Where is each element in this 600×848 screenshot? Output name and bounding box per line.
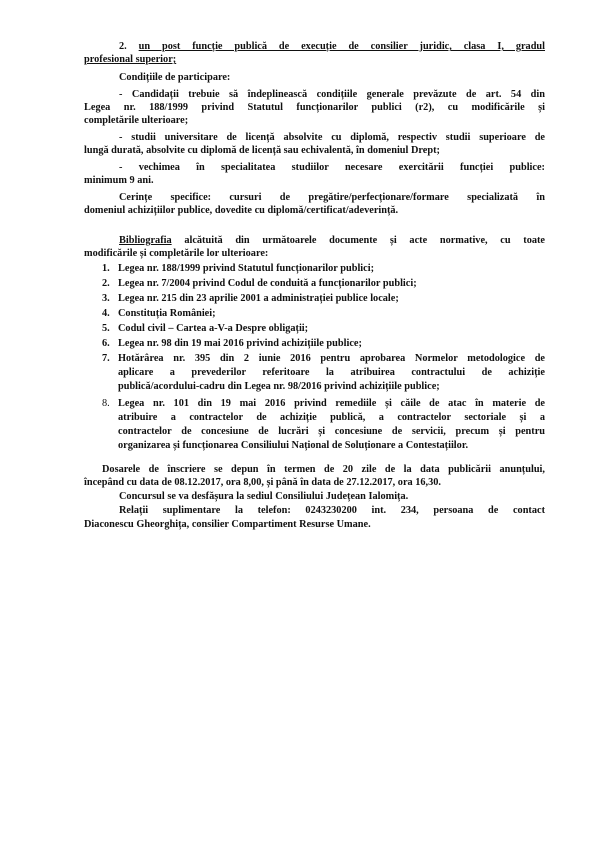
bib-item-text: Legea nr. 7/2004 privind Codul de conduită a funcționarilor publici; xyxy=(118,278,417,289)
specific-requirements-line-2: domeniul achizițiilor publice, dovedite cu diplomă/certificat/adeverință. xyxy=(84,205,399,216)
contact-line-2: Diaconescu Gheorghița, consilier Compartiment Resurse Umane. xyxy=(84,519,371,530)
bibliography-intro-line-2: modificările și completările lor ulterioare: xyxy=(84,248,269,259)
bib-item-2 xyxy=(102,278,417,290)
bib-item-7 xyxy=(102,353,118,365)
bib-item-1 xyxy=(102,263,374,275)
bib-item-8-line-2: atribuire a contractelor de achiziție publică, a contractelor sectoriale și a xyxy=(118,412,545,423)
condition-general-line-1: - Candidații trebuie să îndeplinească condițiile generale prevăzute de art. 54 din xyxy=(119,89,545,100)
bib-item-8-line-3: contractelor de concesiune de lucrări și concesiune de servicii, precum și pentru xyxy=(118,426,545,437)
dosare-line-2: începând cu data de 08.12.2017, ora 8,00, și până în data de 27.12.2017, ora 16,30. xyxy=(84,477,441,488)
bib-item-7-line-2: aplicare a prevederilor referitoare la atribuirea contractului de achiziție xyxy=(118,367,545,378)
bib-item-number: 5. xyxy=(102,323,110,334)
bib-item-3 xyxy=(102,293,399,305)
bib-item-8-line-4: organizarea și funcționarea Consiliului Național de Soluționare a Contestațiilor. xyxy=(118,440,469,451)
bib-item-number: 8. xyxy=(102,398,110,409)
bib-item-4 xyxy=(102,308,216,320)
bib-item-text: Codul civil – Cartea a-V-a Despre obligații; xyxy=(118,323,309,334)
bib-item-text: Constituția României; xyxy=(118,308,216,319)
bib-item-number: 4. xyxy=(102,308,110,319)
condition-studies-line-2: lungă durată, absolvite cu diplomă de licență sau echivalentă, în domeniul Drept; xyxy=(84,145,440,156)
bib-item-text: Legea nr. 188/1999 privind Statutul funcționarilor publici; xyxy=(118,263,375,274)
contest-location: Concursul se va desfășura la sediul Consiliului Județean Ialomița. xyxy=(119,491,409,502)
conditions-heading: Condițiile de participare: xyxy=(119,72,231,83)
condition-seniority-line-1: - vechimea în specialitatea studiilor necesare exercitării funcției publice: xyxy=(119,162,545,173)
bib-item-8-line-1: Legea nr. 101 din 19 mai 2016 privind remediile și căile de atac în materie de xyxy=(118,398,545,409)
bibliography-intro-text: alcătuită din următoarele documente și acte normative, cu toate xyxy=(171,235,545,246)
bib-item-number: 7. xyxy=(102,353,110,364)
position-title-line-1 xyxy=(119,41,545,53)
bib-item-7-line-3: publică/acordului-cadru din Legea nr. 98/2016 privind achizițiile publice; xyxy=(118,381,440,392)
bib-item-number: 1. xyxy=(102,263,110,274)
bib-item-text: Legea nr. 215 din 23 aprilie 2001 a administrației publice locale; xyxy=(118,293,399,304)
position-title-line-2: profesional superior; xyxy=(84,54,177,65)
bib-item-5 xyxy=(102,323,308,335)
condition-studies-line-1: - studii universitare de licență absolvite cu diplomă, respectiv studii superioare de xyxy=(119,132,545,143)
condition-general-line-2: Legea nr. 188/1999 privind Statutul funcționarilor publici (r2), cu modificările și xyxy=(84,102,545,113)
specific-requirements-line-1: Cerințe specifice: cursuri de pregătire/perfecționare/formare specializată în xyxy=(119,192,545,203)
condition-general-line-3: completările ulterioare; xyxy=(84,115,189,126)
contact-line-1: Relații suplimentare la telefon: 0243230200 int. 234, persoana de contact xyxy=(119,505,545,516)
bib-item-7-line-1: Hotărârea nr. 395 din 2 iunie 2016 pentru aprobarea Normelor metodologice de xyxy=(118,353,545,364)
position-item-number: 2. xyxy=(119,41,127,52)
dosare-line-1: Dosarele de înscriere se depun în termen de 20 zile de la data publicării anunțului, xyxy=(102,464,545,475)
bib-item-number: 6. xyxy=(102,338,110,349)
position-title: un post funcție publică de execuție de consilier juridic, clasa I, gradul xyxy=(138,41,546,52)
bibliography-label: Bibliografia xyxy=(119,235,172,246)
bibliography-intro-line-1 xyxy=(119,235,545,247)
bib-item-number: 3. xyxy=(102,293,110,304)
condition-seniority-line-2: minimum 9 ani. xyxy=(84,175,154,186)
bib-item-number: 2. xyxy=(102,278,110,289)
bib-item-8 xyxy=(102,398,118,410)
bib-item-6 xyxy=(102,338,362,350)
bib-item-text: Legea nr. 98 din 19 mai 2016 privind achizițiile publice; xyxy=(118,338,362,349)
